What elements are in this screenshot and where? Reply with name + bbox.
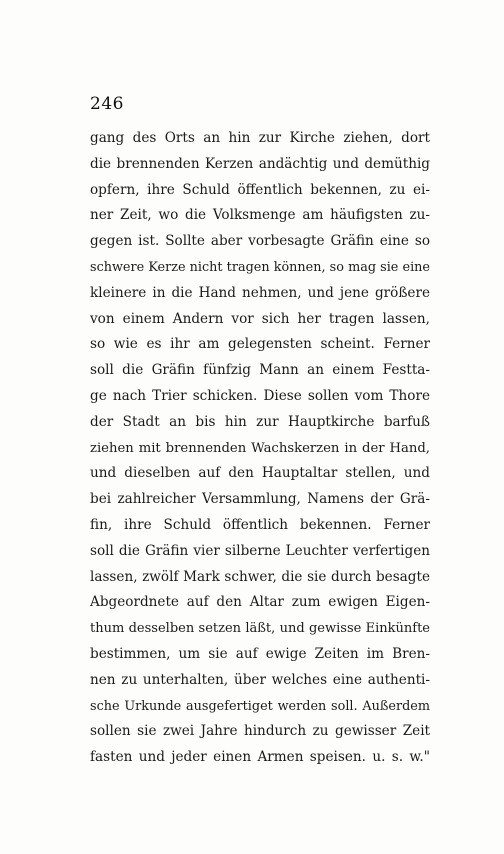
text-line: ziehen mit brennenden Wachskerzen in der Hand, [90, 440, 430, 456]
text-line: bestimmen, um sie auf ewige Zeiten im Bren- [90, 645, 430, 662]
body-text [90, 126, 430, 771]
text-line: schwere Kerze nicht tragen können, so mag sie eine [90, 259, 430, 275]
text-line: opfern, ihre Schuld öffentlich bekennen, zu ei- [90, 181, 430, 198]
text-line: gegen ist. Sollte aber vorbesagte Gräfin eine so [90, 233, 430, 250]
text-line: gang des Orts an hin zur Kirche ziehen, dort [90, 130, 430, 146]
text-line: kleinere in die Hand nehmen, und jene größere [90, 284, 430, 301]
text-line: nen zu unterhalten, über welches eine authenti- [90, 671, 430, 688]
text-line: fasten und jeder einen Armen speisen. u. s. w." [90, 749, 430, 766]
text-line: lassen, zwölf Mark schwer, die sie durch besagte [90, 568, 430, 585]
text-line: ge nach Trier schicken. Diese sollen vom Thore [90, 387, 430, 404]
text-line: Abgeordnete auf den Altar zum ewigen Eigen- [90, 594, 430, 611]
text-line: von einem Andern vor sich her tragen lassen, [90, 310, 430, 327]
text-line: soll die Gräfin fünfzig Mann an einem Festta- [90, 362, 430, 379]
text-line: sollen sie zwei Jahre hindurch zu gewisser Zeit [90, 723, 430, 740]
text-line: und dieselben auf den Hauptaltar stellen, und [90, 465, 430, 482]
page-number: 246 [90, 94, 124, 114]
text-line: bei zahlreicher Versammlung, Namens der Grä- [90, 491, 430, 508]
text-line: fin, ihre Schuld öffentlich bekennen. Ferner [90, 516, 430, 533]
text-line: soll die Gräfin vier silberne Leuchter verfertigen [90, 542, 430, 559]
text-line: der Stadt an bis hin zur Hauptkirche barfuß [90, 413, 430, 430]
text-line: so wie es ihr am gelegensten scheint. Ferner [90, 336, 430, 353]
text-line: sche Urkunde ausgefertiget werden soll. Außerdem [90, 698, 430, 714]
text-line: thum desselben setzen läßt, und gewisse Einkünfte [90, 621, 430, 637]
text-line: ner Zeit, wo die Volksmenge am häufigsten zu- [90, 207, 430, 224]
text-line: die brennenden Kerzen andächtig und demüthig [90, 155, 430, 172]
